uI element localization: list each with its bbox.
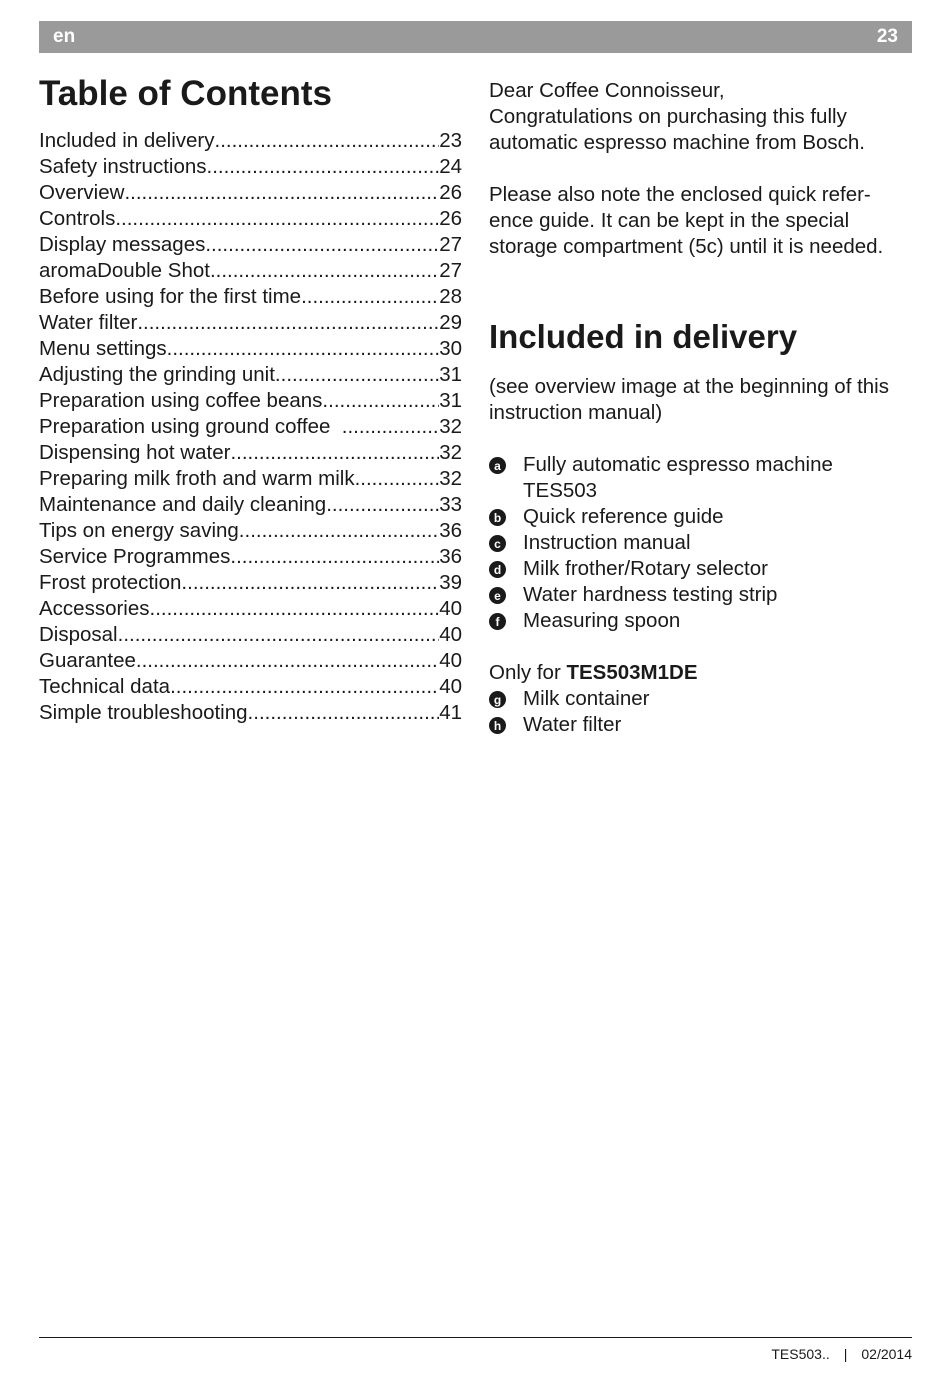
letter-a-bullet-icon: a — [489, 457, 506, 474]
language-code: en — [53, 26, 76, 47]
toc-leader — [136, 648, 439, 674]
letter-e-bullet-icon: e — [489, 587, 506, 604]
footer-separator: | — [843, 1346, 848, 1362]
toc-title: Table of Contents — [39, 74, 332, 113]
toc-item-label: Menu settings — [39, 337, 167, 360]
toc-item-page: 40 — [439, 675, 462, 698]
toc-item-page: 27 — [439, 233, 462, 256]
toc-item-page: 40 — [439, 597, 462, 620]
toc-leader — [167, 336, 440, 362]
toc-item[interactable] — [39, 232, 462, 258]
page-number: 23 — [876, 26, 898, 47]
delivery-item-text: Water hardness testing strip — [523, 583, 778, 606]
toc-item[interactable] — [39, 388, 462, 414]
toc-item-page: 39 — [439, 571, 462, 594]
toc-item-page: 40 — [439, 649, 462, 672]
right-column — [489, 78, 919, 738]
extra-delivery-list — [489, 686, 919, 738]
toc-leader — [215, 128, 440, 154]
spacer — [489, 634, 919, 660]
delivery-item — [489, 712, 919, 738]
toc-item-page: 32 — [439, 415, 462, 438]
toc-item[interactable] — [39, 622, 462, 648]
toc-item-page: 33 — [439, 493, 462, 516]
toc-leader — [342, 414, 439, 440]
header-bar — [39, 21, 912, 53]
spacer — [489, 426, 919, 452]
toc-item-page: 32 — [439, 467, 462, 490]
toc-leader — [207, 154, 440, 180]
toc-leader — [239, 518, 439, 544]
toc-item-label: Safety instructions — [39, 155, 207, 178]
section-title-included-in-delivery: Included in delivery — [489, 318, 798, 355]
toc-item-label: Preparing milk froth and warm milk — [39, 467, 355, 490]
toc-item[interactable] — [39, 648, 462, 674]
toc-item[interactable] — [39, 284, 462, 310]
toc-item-page: 30 — [439, 337, 462, 360]
toc-item-label: Guarantee — [39, 649, 136, 672]
toc-item[interactable] — [39, 570, 462, 596]
intro-line: automatic espresso machine from Bosch. — [489, 131, 865, 154]
toc-item-label: Service Programmes — [39, 545, 231, 568]
delivery-item-text: Fully automatic espresso machine — [523, 453, 833, 476]
toc-item-page: 40 — [439, 623, 462, 646]
toc-item-page: 26 — [439, 207, 462, 230]
toc-item[interactable] — [39, 310, 462, 336]
toc-item-label: Overview — [39, 181, 125, 204]
delivery-item — [489, 504, 919, 530]
toc-leader — [210, 258, 439, 284]
delivery-item-text: Milk frother/Rotary selector — [523, 557, 768, 580]
intro-line: Dear Coffee Connoisseur, — [489, 79, 725, 102]
toc-item[interactable] — [39, 128, 462, 154]
delivery-item-text: Quick reference guide — [523, 505, 724, 528]
footer-model: TES503.. — [771, 1346, 830, 1362]
toc-item[interactable] — [39, 258, 462, 284]
overview-note-line: (see overview image at the beginning of this — [489, 375, 889, 398]
toc-leader — [124, 180, 439, 206]
note-paragraph — [489, 182, 919, 260]
toc-item-page: 26 — [439, 181, 462, 204]
letter-b-bullet-icon: b — [489, 509, 506, 526]
toc-item[interactable] — [39, 518, 462, 544]
toc-item[interactable] — [39, 544, 462, 570]
letter-f-bullet-icon: f — [489, 613, 506, 630]
toc-item[interactable] — [39, 440, 462, 466]
toc-leader — [248, 700, 440, 726]
toc-item[interactable] — [39, 492, 462, 518]
delivery-item — [489, 452, 919, 504]
toc-item-label: Included in delivery — [39, 129, 215, 152]
delivery-item-text: Measuring spoon — [523, 609, 681, 632]
only-for-line — [489, 660, 919, 686]
toc-leader — [115, 206, 439, 232]
toc-item-label: Preparation using coffee beans — [39, 389, 323, 412]
toc-item-label: aromaDouble Shot — [39, 259, 210, 282]
toc-list — [39, 128, 462, 726]
footer — [771, 1346, 912, 1362]
delivery-item — [489, 686, 919, 712]
toc-item[interactable] — [39, 154, 462, 180]
footer-divider — [39, 1337, 912, 1338]
note-line: storage compartment (5c) until it is needed. — [489, 235, 884, 258]
toc-item-label: Accessories — [39, 597, 150, 620]
toc-leader — [326, 492, 439, 518]
delivery-item — [489, 556, 919, 582]
toc-item-label: Maintenance and daily cleaning — [39, 493, 327, 516]
toc-item-label: Simple troubleshooting — [39, 701, 248, 724]
toc-item-label: Frost protection — [39, 571, 182, 594]
letter-c-bullet-icon: c — [489, 535, 506, 552]
toc-item-page: 31 — [439, 363, 462, 386]
toc-leader — [230, 440, 439, 466]
toc-item-page: 32 — [439, 441, 462, 464]
toc-item-label: Technical data — [39, 675, 171, 698]
toc-item[interactable] — [39, 336, 462, 362]
toc-item-page: 23 — [439, 129, 462, 152]
intro-line: Congratulations on purchasing this fully — [489, 105, 847, 128]
toc-item-page: 36 — [439, 545, 462, 568]
delivery-item-text: Water filter — [523, 713, 622, 736]
toc-leader — [301, 284, 439, 310]
toc-item[interactable] — [39, 596, 462, 622]
toc-item-label: Preparation using ground coffee — [39, 415, 342, 438]
toc-item-page: 28 — [439, 285, 462, 308]
toc-leader — [355, 466, 440, 492]
toc-leader — [230, 544, 439, 570]
letter-d-bullet-icon: d — [489, 561, 506, 578]
spacer — [489, 156, 919, 182]
toc-item-label: Adjusting the grinding unit — [39, 363, 275, 386]
delivery-item — [489, 608, 919, 634]
note-line: Please also note the enclosed quick refer- — [489, 183, 871, 206]
toc-item[interactable] — [39, 414, 462, 440]
footer-date: 02/2014 — [861, 1346, 912, 1362]
toc-item-label: Dispensing hot water — [39, 441, 231, 464]
toc-item-page: 29 — [439, 311, 462, 334]
toc-item[interactable] — [39, 180, 462, 206]
delivery-item-text-continued: TES503 — [523, 479, 598, 502]
delivery-list — [489, 452, 919, 634]
toc-item-page: 31 — [439, 389, 462, 412]
overview-note-line: instruction manual) — [489, 401, 663, 424]
toc-item[interactable] — [39, 206, 462, 232]
toc-leader — [205, 232, 439, 258]
toc-item[interactable] — [39, 674, 462, 700]
toc-leader — [150, 596, 440, 622]
toc-item[interactable] — [39, 362, 462, 388]
toc-item[interactable] — [39, 466, 462, 492]
toc-leader — [170, 674, 439, 700]
note-line: ence guide. It can be kept in the special — [489, 209, 850, 232]
toc-item-label: Before using for the first time — [39, 285, 302, 308]
only-for-prefix: Only for — [489, 661, 567, 684]
toc-item-page: 27 — [439, 259, 462, 282]
delivery-item-text: Instruction manual — [523, 531, 691, 554]
delivery-item — [489, 530, 919, 556]
toc-leader — [275, 362, 439, 388]
toc-leader — [181, 570, 439, 596]
letter-g-bullet-icon: g — [489, 691, 506, 708]
toc-item-page: 41 — [439, 701, 462, 724]
toc-item-label: Water filter — [39, 311, 138, 334]
intro-paragraph — [489, 78, 919, 156]
letter-h-bullet-icon: h — [489, 717, 506, 734]
toc-item-label: Display messages — [39, 233, 206, 256]
delivery-item-text: Milk container — [523, 687, 650, 710]
toc-item[interactable] — [39, 700, 462, 726]
toc-item-label: Disposal — [39, 623, 118, 646]
toc-item-label: Controls — [39, 207, 116, 230]
toc-item-label: Tips on energy saving — [39, 519, 239, 542]
delivery-item — [489, 582, 919, 608]
toc-leader — [137, 310, 439, 336]
toc-item-page: 24 — [439, 155, 462, 178]
table-of-contents — [39, 72, 462, 726]
toc-item-page: 36 — [439, 519, 462, 542]
toc-leader — [118, 622, 440, 648]
only-for-model: TES503M1DE — [566, 661, 698, 684]
toc-leader — [322, 388, 439, 414]
